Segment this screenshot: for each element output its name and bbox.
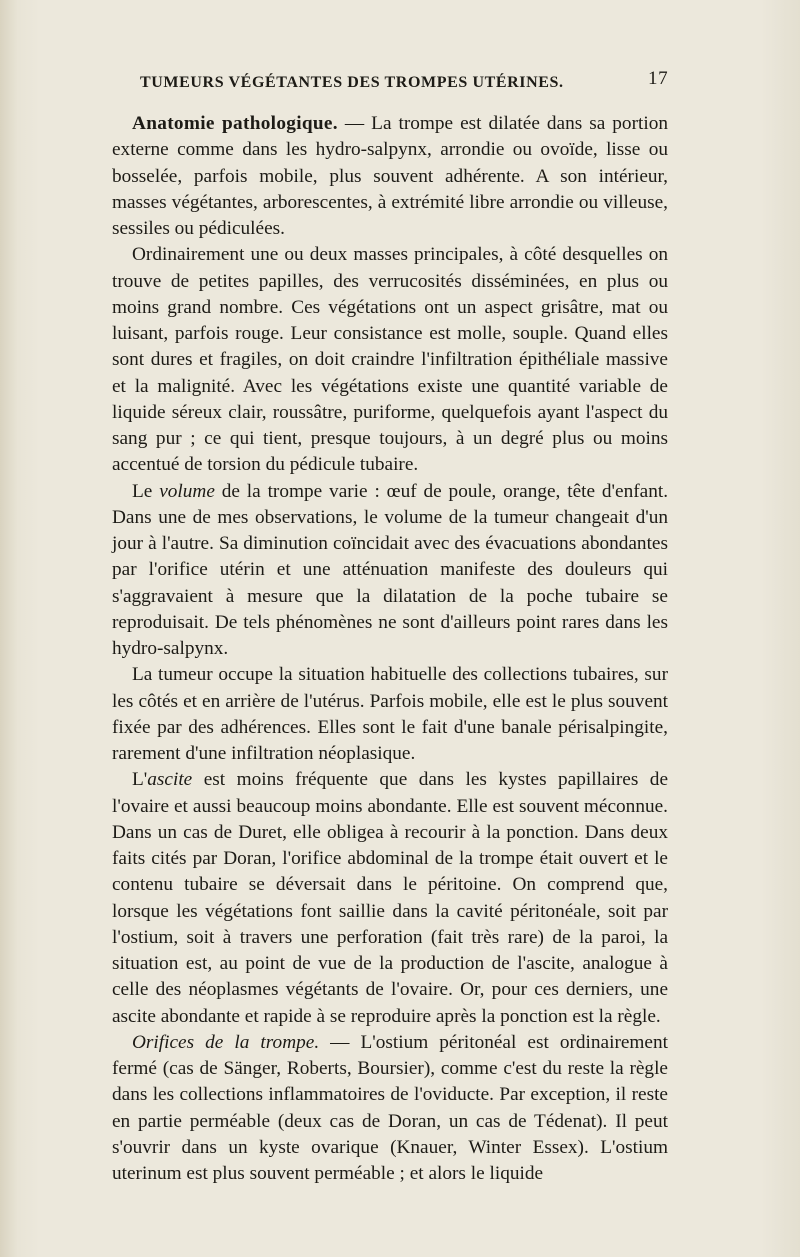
paragraph-text: Ordinairement une ou deux masses principales, à côté desquelles on trouve de petites papilles, des verrucosités disséminées, en plus ou moins grand nombre. Ces végétations ont un aspect grisâtre, mat ou luisant, parfois rouge. Leur consistance est molle, souple. Quand elles sont dures et fragiles, on doit craindre l'infiltration épithéliale massive et la malignité. Avec les végétations existe une quantité variable de liquide séreux clair, roussâtre, puriforme, quelquefois ayant l'aspect du sang pur ; ce qui tient, presque toujours, à un degré plus ou moins accentué de torsion du pédicule tubaire. xyxy=(112,244,668,476)
running-title: TUMEURS VÉGÉTANTES DES TROMPES UTÉRINES. xyxy=(140,74,564,91)
paragraph-masses xyxy=(112,242,668,478)
body-text xyxy=(112,111,668,1187)
paragraph-ascite xyxy=(112,767,668,1030)
paragraph-orifices xyxy=(112,1030,668,1188)
paragraph-prefix: L' xyxy=(132,769,148,791)
paragraph-text: — L'ostium péritonéal est ordinairement fermé (cas de Sänger, Roberts, Boursier), comme c'est du reste la règle dans les collections inflammatoires de l'oviducte. Par exception, il reste en partie perméable (deux cas de Doran, un cas de Tédenat). Il peut s'ouvrir dans un kyste ovarique (Knauer, Winter Essex). L'ostium uterinum est plus souvent perméable ; et alors le liquide xyxy=(112,1031,668,1184)
paragraph-text: est moins fréquente que dans les kystes papillaires de l'ovaire et aussi beaucoup moins abondante. Elle est souvent méconnue. Dans un cas de Duret, elle obligea à recourir à la ponction. Dans deux faits cités par Doran, l'orifice abdominal de la trompe était ouvert et le contenu tubaire se déversait dans le péritoine. On comprend que, lorsque les végétations font saillie dans la cavité péritonéale, soit par l'ostium, soit à travers une perforation (fait très rare) de la paroi, la situation est, au point de vue de la production de l'ascite, analogue à celle des néoplasmes végétants de l'ovaire. Or, pour ces derniers, une ascite abondante et rapide à se reproduire après la ponction est la règle. xyxy=(112,769,668,1027)
paragraph-text: — La trompe est dilatée dans sa portion externe comme dans les hydro-salpynx, arrondie ou ovoïde, lisse ou bosselée, parfois mobile, plus souvent adhérente. A son intérieur, masses végétantes, arborescentes, à extrémité libre arrondie ou villeuse, sessiles ou pédiculées. xyxy=(112,113,668,239)
paragraph-volume xyxy=(112,479,668,663)
italic-term-volume: volume xyxy=(159,480,215,502)
paragraph-anatomie xyxy=(112,111,668,242)
italic-heading-orifices: Orifices de la trompe. xyxy=(132,1031,320,1053)
paragraph-prefix: Le xyxy=(132,480,160,502)
page-number: 17 xyxy=(648,68,669,89)
paragraph-tumeur xyxy=(112,662,668,767)
paragraph-text: La tumeur occupe la situation habituelle des collections tubaires, sur les côtés et en arrière de l'utérus. Parfois mobile, elle est le plus souvent fixée par des adhérences. Elles sont le fait d'une banale périsalpingite, rarement d'une infiltration néoplasique. xyxy=(112,664,668,764)
italic-term-ascite: ascite xyxy=(147,769,193,791)
paragraph-text: de la trompe varie : œuf de poule, orange, tête d'enfant. Dans une de mes observations, le volume de la tumeur changeait d'un jour à l'autre. Sa diminution coïncidait avec des évacuations abondantes par l'orifice utérin et une atténuation manifeste des douleurs qui s'aggravaient à mesure que la dilatation de la poche tubaire se reproduisait. De tels phénomènes ne sont d'ailleurs point rares dans les hydro-salpynx. xyxy=(112,480,669,659)
section-heading-anatomie: Anatomie pathologique. xyxy=(132,113,338,134)
